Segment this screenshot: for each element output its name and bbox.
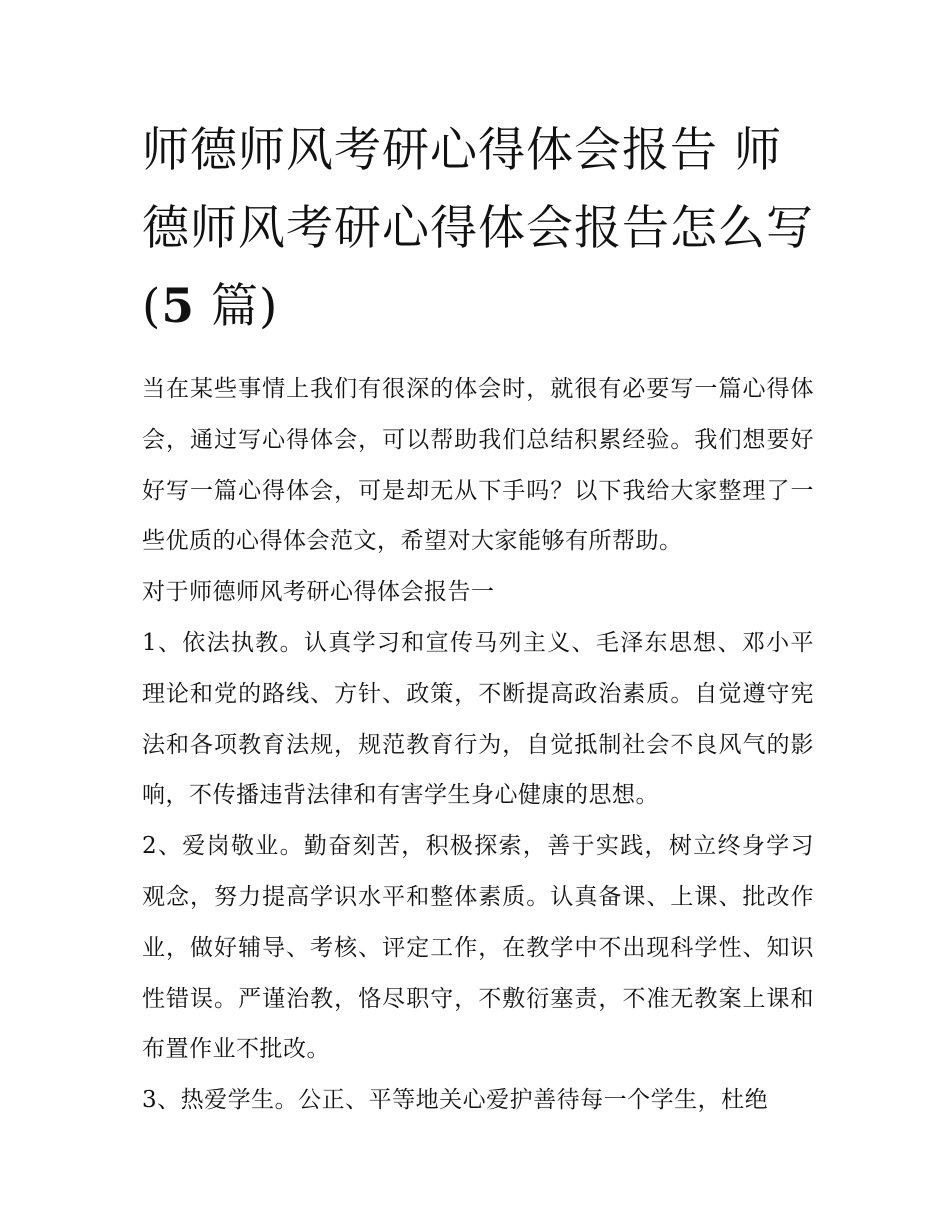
title-text-part1: 师德师风考研心得体会报告 师德师风考研心得体会报告怎么写( [142,123,814,334]
intro-paragraph: 当在某些事情上我们有很深的体会时，就很有必要写一篇心得体会，通过写心得体会，可以帮助我们总结积累经验。我们想要好好写一篇心得体会，可是却无从下手吗？以下我给大家整理了一些优质的心得体会范文，希望对大家能够有所帮助。 [142,376,814,555]
title-number: 5 [161,279,196,334]
section-heading: 对于师德师风考研心得体会报告一 [142,579,495,606]
document-page [142,112,814,1126]
title-text-part2: 篇) [195,279,279,334]
document-body [142,364,814,1126]
list-item: 3、热爱学生。公正、平等地关心爱护善待每一个学生，杜绝 [142,1087,769,1114]
list-item: 2、爱岗敬业。勤奋刻苦，积极探索，善于实践，树立终身学习观念，努力提高学识水平和整体素质。认真备课、上课、批改作业，做好辅导、考核、评定工作，在教学中不出现科学性、知识性错误。严谨治教，恪尽职守，不敷衍塞责，不准无教案上课和布置作业不批改。 [142,833,814,1063]
list-item: 1、依法执教。认真学习和宣传马列主义、毛泽东思想、邓小平理论和党的路线、方针、政策，不断提高政治素质。自觉遵守宪法和各项教育法规，规范教育行为，自觉抵制社会不良风气的影响，不传播违背法律和有害学生身心健康的思想。 [142,629,814,809]
document-title [142,112,814,346]
